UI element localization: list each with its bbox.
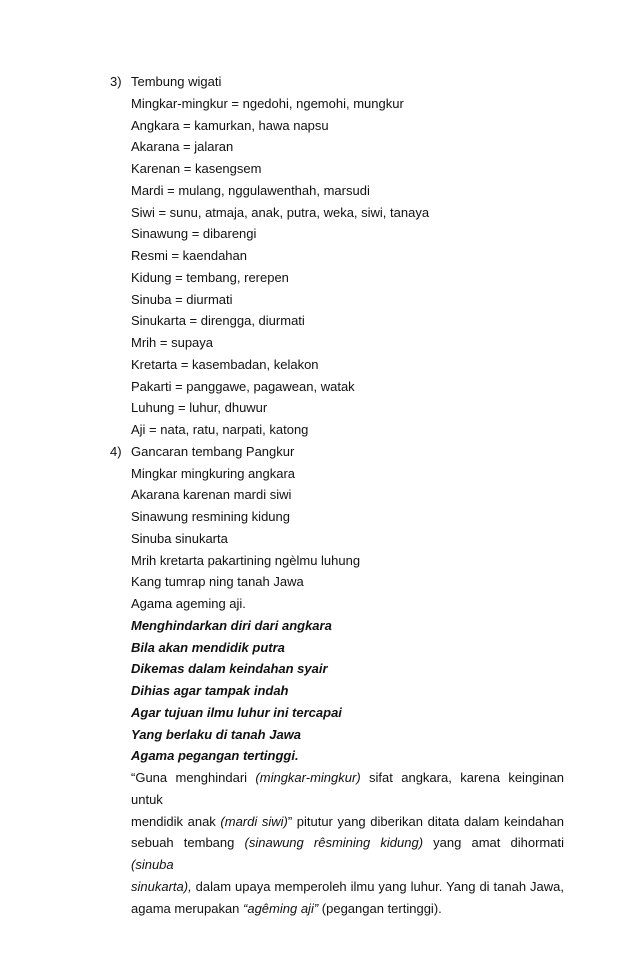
translation-line: Dikemas dalam keindahan syair <box>131 661 328 676</box>
section-4-heading: Gancaran tembang Pangkur <box>131 444 295 459</box>
text-run: yang amat dihormati <box>423 835 564 851</box>
text-run: sifat angkara, karena keinginan untuk <box>131 770 564 807</box>
vocab-item: Aji = nata, ratu, narpati, katong <box>131 422 309 437</box>
italic-term: (sinuba <box>131 857 174 873</box>
translation-line: Yang berlaku di tanah Jawa <box>131 727 302 742</box>
italic-term: sinukarta), <box>131 878 192 894</box>
explanation-paragraph <box>131 767 564 920</box>
verse-line: Kang tumrap ning tanah Jawa <box>131 574 304 589</box>
section-4-number: 4) <box>110 444 122 459</box>
paragraph-line <box>131 898 564 920</box>
vocab-item: Kretarta = kasembadan, kelakon <box>131 357 319 372</box>
vocab-item: Sinawung = dibarengi <box>131 226 257 241</box>
italic-term: (sinawung rêsmining kidung) <box>244 835 424 851</box>
vocab-item: Akarana = jalaran <box>131 139 234 154</box>
verse-line: Akarana karenan mardi siwi <box>131 487 292 502</box>
verse-line: Mingkar mingkuring angkara <box>131 466 296 481</box>
text-run: ” pitutur yang diberikan ditata dalam keindahan <box>287 813 564 829</box>
vocab-item: Luhung = luhur, dhuwur <box>131 400 268 415</box>
italic-term: (mingkar-mingkur) <box>255 770 361 785</box>
translation-line: Bila akan mendidik putra <box>131 640 285 655</box>
vocab-item: Mingkar-mingkur = ngedohi, ngemohi, mungkur <box>131 96 404 111</box>
paragraph-line <box>131 811 564 833</box>
vocab-item: Angkara = kamurkan, hawa napsu <box>131 118 329 133</box>
translation-line: Agar tujuan ilmu luhur ini tercapai <box>131 705 342 720</box>
verse-line: Sinuba sinukarta <box>131 531 228 546</box>
vocab-item: Karenan = kasengsem <box>131 161 262 176</box>
translation-line: Dihias agar tampak indah <box>131 683 289 698</box>
verse-line: Mrih kretarta pakartining ngèlmu luhung <box>131 553 361 568</box>
vocab-item: Mardi = mulang, nggulawenthah, marsudi <box>131 183 370 198</box>
translation-line: Agama pegangan tertinggi. <box>131 748 299 763</box>
paragraph-line <box>131 876 564 898</box>
verse-line: Agama ageming aji. <box>131 596 246 611</box>
section-3-number: 3) <box>110 74 122 89</box>
vocab-item: Sinukarta = direngga, diurmati <box>131 313 305 328</box>
italic-term: “agêming aji” <box>243 900 319 916</box>
italic-term: (mardi siwi) <box>220 813 288 829</box>
vocab-item: Kidung = tembang, rerepen <box>131 270 289 285</box>
vocab-item: Sinuba = diurmati <box>131 292 233 307</box>
paragraph-line <box>131 767 564 811</box>
vocab-item: Resmi = kaendahan <box>131 248 247 263</box>
text-run: mendidik anak <box>131 813 221 829</box>
section-3-heading: Tembung wigati <box>131 74 222 89</box>
verse-line: Sinawung resmining kidung <box>131 509 290 524</box>
translation-line: Menghindarkan diri dari angkara <box>131 618 332 633</box>
text-run: (pegangan tertinggi). <box>318 900 442 916</box>
text-run: “Guna menghindari <box>131 770 256 785</box>
paragraph-line <box>131 832 564 876</box>
text-run: agama merupakan <box>131 900 244 916</box>
vocab-item: Pakarti = panggawe, pagawean, watak <box>131 379 355 394</box>
vocab-item: Mrih = supaya <box>131 335 214 350</box>
text-run: dalam upaya memperoleh ilmu yang luhur. Yang di tanah Jawa, <box>191 878 564 894</box>
vocab-item: Siwi = sunu, atmaja, anak, putra, weka, siwi, tanaya <box>131 205 430 220</box>
text-run: sebuah tembang <box>131 835 245 851</box>
